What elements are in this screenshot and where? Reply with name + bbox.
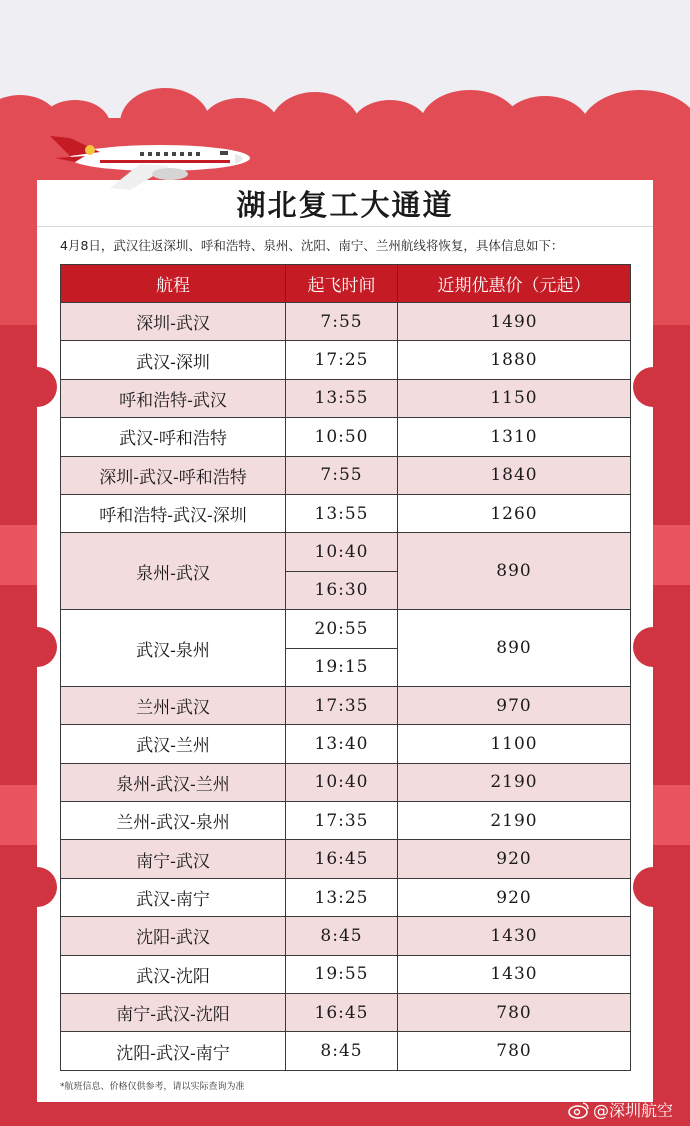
time-cell: 16:45 — [286, 840, 398, 878]
route-cell: 武汉-呼和浩特 — [61, 418, 286, 456]
route-cell: 兰州-武汉 — [61, 686, 286, 724]
price-cell: 1490 — [398, 303, 631, 341]
price-cell: 920 — [398, 878, 631, 916]
time-cell: 7:55 — [286, 303, 398, 341]
table-row — [61, 955, 631, 993]
table-row — [61, 763, 631, 801]
intro-text: 4月8日，武汉往返深圳、呼和浩特、泉州、沈阳、南宁、兰州航线将恢复，具体信息如下： — [60, 238, 564, 253]
price-cell: 1880 — [398, 341, 631, 379]
time-cell: 16:45 — [286, 994, 398, 1032]
price-cell: 1260 — [398, 494, 631, 532]
time-cell: 7:55 — [286, 456, 398, 494]
time-cell: 10:40 — [286, 533, 398, 571]
column-header-route: 航程 — [61, 265, 286, 303]
time-cell: 10:50 — [286, 418, 398, 456]
route-cell: 深圳-武汉-呼和浩特 — [61, 456, 286, 494]
table-row — [61, 840, 631, 878]
price-cell: 780 — [398, 994, 631, 1032]
time-cell: 13:55 — [286, 379, 398, 417]
ticket-notch — [633, 867, 673, 907]
table-row — [61, 878, 631, 916]
price-cell: 1310 — [398, 418, 631, 456]
time-cell: 20:55 — [286, 610, 398, 648]
route-cell: 呼和浩特-武汉 — [61, 379, 286, 417]
time-cell: 13:25 — [286, 878, 398, 916]
time-cell: 17:35 — [286, 802, 398, 840]
page-title: 湖北复工大通道 — [236, 187, 454, 222]
price-cell: 970 — [398, 686, 631, 724]
ticket-notch — [633, 627, 673, 667]
table-row — [61, 494, 631, 532]
cloud — [580, 90, 690, 170]
route-cell: 南宁-武汉 — [61, 840, 286, 878]
route-cell: 南宁-武汉-沈阳 — [61, 994, 286, 1032]
ticket-notch — [17, 367, 57, 407]
footnote: *航班信息、价格仅供参考，请以实际查询为准 — [60, 1082, 245, 1092]
table-row — [61, 341, 631, 379]
table-row — [61, 379, 631, 417]
time-cell: 13:55 — [286, 494, 398, 532]
column-header-time: 起飞时间 — [286, 265, 398, 303]
price-cell: 890 — [398, 533, 631, 610]
time-cell: 16:30 — [286, 571, 398, 609]
cloud — [500, 96, 590, 162]
table-row — [61, 1032, 631, 1070]
table-row — [61, 456, 631, 494]
route-cell: 泉州-武汉-兰州 — [61, 763, 286, 801]
table-row — [61, 994, 631, 1032]
table-row — [61, 802, 631, 840]
table-row — [61, 533, 631, 571]
time-cell: 19:15 — [286, 648, 398, 686]
route-cell: 武汉-南宁 — [61, 878, 286, 916]
ticket-notch — [17, 867, 57, 907]
price-cell: 780 — [398, 1032, 631, 1070]
time-cell: 13:40 — [286, 725, 398, 763]
price-cell: 2190 — [398, 802, 631, 840]
airplane-icon — [30, 128, 250, 198]
table-row — [61, 917, 631, 955]
price-cell: 1150 — [398, 379, 631, 417]
time-cell: 8:45 — [286, 1032, 398, 1070]
weibo-icon — [568, 1101, 590, 1119]
route-cell: 沈阳-武汉-南宁 — [61, 1032, 286, 1070]
route-cell: 武汉-深圳 — [61, 341, 286, 379]
ticket-notch — [17, 627, 57, 667]
price-cell: 920 — [398, 840, 631, 878]
table-row — [61, 686, 631, 724]
table-row — [61, 303, 631, 341]
table-row — [61, 610, 631, 648]
price-cell: 1430 — [398, 917, 631, 955]
time-cell: 8:45 — [286, 917, 398, 955]
time-cell: 10:40 — [286, 763, 398, 801]
table-header-row — [61, 265, 631, 303]
time-cell: 19:55 — [286, 955, 398, 993]
route-cell: 深圳-武汉 — [61, 303, 286, 341]
price-cell: 1100 — [398, 725, 631, 763]
route-cell: 武汉-沈阳 — [61, 955, 286, 993]
weibo-watermark — [568, 1098, 673, 1121]
price-cell: 2190 — [398, 763, 631, 801]
fare-table-body — [61, 303, 631, 1071]
price-cell: 1840 — [398, 456, 631, 494]
price-cell: 890 — [398, 610, 631, 687]
watermark-text: @深圳航空 — [593, 1101, 674, 1120]
ticket-notch — [633, 367, 673, 407]
route-cell: 武汉-兰州 — [61, 725, 286, 763]
cloud — [350, 100, 430, 160]
route-cell: 沈阳-武汉 — [61, 917, 286, 955]
price-cell: 1430 — [398, 955, 631, 993]
time-cell: 17:35 — [286, 686, 398, 724]
route-cell: 兰州-武汉-泉州 — [61, 802, 286, 840]
column-header-price: 近期优惠价（元起） — [398, 265, 631, 303]
cloud — [270, 92, 360, 162]
table-row — [61, 418, 631, 456]
table-row — [61, 725, 631, 763]
fare-table — [60, 264, 631, 1071]
time-cell: 17:25 — [286, 341, 398, 379]
route-cell: 武汉-泉州 — [61, 610, 286, 687]
route-cell: 泉州-武汉 — [61, 533, 286, 610]
route-cell: 呼和浩特-武汉-深圳 — [61, 494, 286, 532]
